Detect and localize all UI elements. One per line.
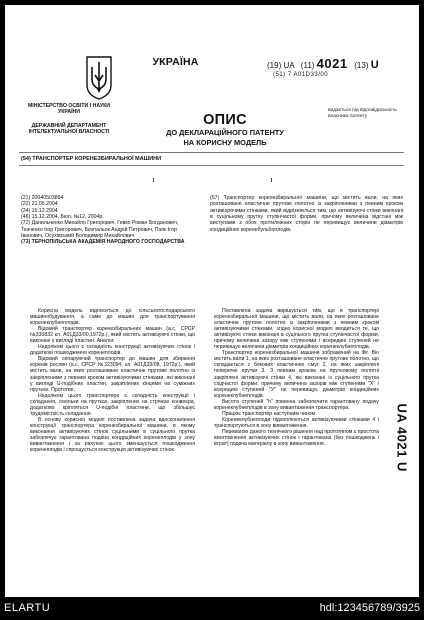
paragraph: Корисна модель відноситься до сільськогосподарського машинобудування, а саме до машин для транспортування коренеклубнеплодів. [30, 308, 195, 327]
subtitle-line-2: НА КОРИСНУ МОДЕЛЬ [183, 137, 267, 147]
doc-kind: U [370, 59, 379, 71]
claim-text: (57) Транспортер коренезбиральної машини, що містить вали, на яких розташоване еластичне прутове полотно із закріпленими з певним кроком активізуючими стінками, який відрізняється тим, що активізуючі стінки виконані в суцільному прутку ступінчастої форми, причому величина відстані між виступами з обох протилежних сторін не перевищує величини діаметрів кондиційних коренебульбоплодів. [210, 195, 403, 233]
document-subtitle [130, 128, 320, 147]
description-left-column [30, 308, 195, 453]
paragraph: Висота ступеней "h" повинна забезпечити гарантовану подачу коренеклубнеплодів в зону вивантаження транспортера. [214, 398, 379, 411]
doc-number: 4021 [316, 56, 348, 71]
paragraph: В основу корисної моделі поставлена задача вдосконалення конструкції транспортера коренезбиральної машини, в якому виконання активізуючих стінок суцільними в суцільного прутка забезпечує гарантована подача кондиційних коренеплодів у зону вивантаження і за рахунок цього зменшується пошкодження коренеплодів і спрощується конструкція активізуючих стінок. [30, 416, 195, 454]
paragraph: Працює транспортер наступним чином. [222, 410, 317, 417]
side-number-text: UA 4021 U [394, 403, 410, 472]
filing-date: (22) 21.05.2004 [21, 201, 58, 208]
paragraph: Відомий сепаруючий транспортер до машин для збирання коренів рослин (а.с. СРСР №323094, кл. A01Д33/08, 1972р.), який містить вали, на яких розташоване еластичне прутове полотно із закріпленими з певним кроком активізуючими стінками, які виконані у вигляді U-подібних пластин, закріплених кінцями на суміжних прутках. Прототип. [30, 356, 195, 393]
description-right-column [214, 308, 379, 447]
date-24: (24) 15.12.2004 [21, 207, 58, 214]
patent-page [5, 5, 419, 597]
responsibility-notice: видається під відповідальність власника патенту [328, 108, 397, 119]
divider [19, 165, 404, 166]
paragraph: Недоліком цього є складність конструкції активізуючих стінок і додаткові пошкодження коренеплодів. [30, 344, 195, 357]
publication-date: (46) 15.12.2004, Бюл. №12, 2004р. [21, 214, 104, 221]
country-label: УКРАЇНА [152, 56, 199, 68]
paragraph: Недоліком цього транспортера є складність конструкції і складання, оскільки на прутках, закріплених на стрічках конвеєра, додатково кріпляться U-подібні пластини, що збільшує трудомісткість складання. [30, 392, 195, 417]
application-number: (21) 20040503854 [21, 195, 64, 201]
invention-title: (54) ТРАНСПОРТЕР КОРЕНЕЗБИРАЛЬНОЇ МАШИНИ [21, 156, 162, 162]
paragraph: Відомий транспортер коренезбиральних машин (а.с. СРСР №330832 кл. A01Д33/00,1972р.), який містить активізуючі стінки, що виконані у вигляді пластин. Аналог. [30, 326, 195, 345]
paragraph: Поставлена задача вирішується тим, що в транспортері коренезбиральної машини, що містить вали, на яких розташоване еластичне прутове полотно із закріпленими з певним кроком активізуючими стінками, згідно корисної моделі вводиться те, що активізуючі стінки виконані в суцільного прутка ступінчастої форми, причому величина зазору між ступенями і всередині ступеней не перевищує величини діаметрів кондиційних коренеклубнеплодів. [214, 308, 379, 351]
paragraph: Коренеклубнеплоди підхоплюються активізуючими стінками 4 і транспортуються в зону вивантаження. [214, 416, 379, 429]
doc-prefix-code: (11) [300, 61, 315, 70]
divider [19, 152, 404, 153]
ministry-label: МІНІСТЕРСТВО ОСВІТИ І НАУКИ УКРАЇНИ [27, 103, 110, 116]
divider-tick [153, 178, 154, 182]
paragraph: Транспортер коренезбиральної машини зображений на Фіг. Він містить вали 1, на яких розташоване еластичне прутове полотно, що складається з бокових еластичних смуг 2, на яких закріплені поперечні прутки 3. З певним кроком на прутковому полотні закріплені активізуючі стінки 4, які виконані із суцільного прутка східчастої форми, причому величина зазорів між ступенями "Х" і всередині ступеней "У" не перевищує діаметрів кондиційних коренеклубнеплодів. [214, 350, 380, 399]
ipc-code: (51) 7 A01D33/00 [273, 72, 329, 78]
patent-owner: (73) ТЕРНОПІЛЬСЬКА АКАДЕМІЯ НАРОДНОГО ГОСПОДАРСТВА [21, 239, 185, 246]
footer-handle: hdl:123456789/3925 [319, 602, 420, 614]
inventors: (72) Данильченко Михайло Григорович, Гевко Роман Богданович, Ткаченко Ігор Григорович, Безпальок Андрій Петрович, Паяк Ігор Іванович, Осухівський Володимир Михайлович [21, 220, 179, 240]
doc-kind-code: (13) [354, 61, 369, 70]
side-patent-number [391, 403, 413, 499]
document-title: ОПИС [203, 112, 247, 128]
subtitle-line-1: ДО ДЕКЛАРАЦІЙНОГО ПАТЕНТУ [166, 128, 284, 137]
department-label: ДЕРЖАВНИЙ ДЕПАРТАМЕНТ ІНТЕЛЕКТУАЛЬНОЇ ВЛАСНОСТІ [28, 123, 110, 136]
document-number [267, 56, 379, 71]
coat-of-arms-icon [85, 55, 113, 101]
paragraph: Перевагою даного технічного рішення над прототипом є простота виготовлення активізуючих стінок і гарантована (без пошкоджень і втрат) подача матеріалу в зону вивантаження. [214, 428, 379, 448]
bibliographic-data [21, 195, 189, 246]
footer-source: ELARTU [4, 602, 51, 614]
doc-prefix: (19) UA [267, 61, 295, 70]
divider-tick [271, 178, 272, 182]
